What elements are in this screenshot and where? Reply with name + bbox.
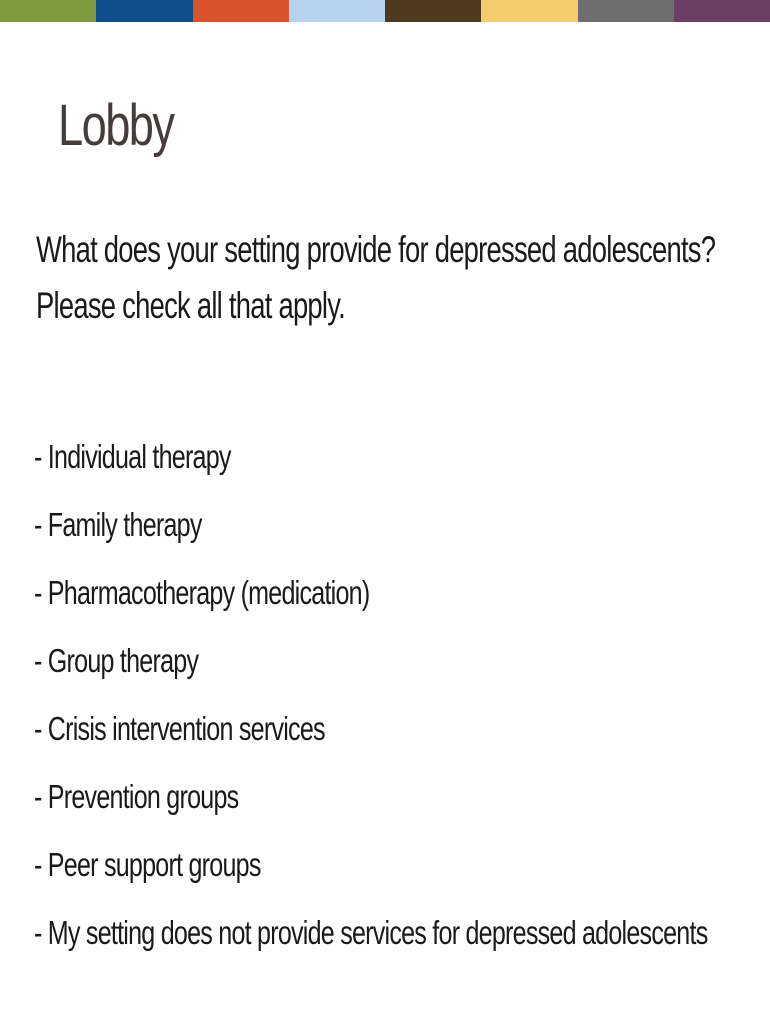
question-line: What does your setting provide for depressed adolescents?: [36, 229, 716, 270]
color-bar-segment: [289, 0, 385, 22]
option-prevention-groups[interactable]: - Prevention groups: [34, 778, 239, 815]
color-bar-segment: [385, 0, 481, 22]
color-bar-segment: [674, 0, 770, 22]
option-peer-support-groups[interactable]: - Peer support groups: [34, 846, 261, 883]
option-group-therapy[interactable]: - Group therapy: [34, 642, 199, 679]
option-crisis-intervention[interactable]: - Crisis intervention services: [34, 710, 325, 747]
survey-question: [36, 222, 715, 334]
answer-options-list: [34, 432, 770, 976]
option-individual-therapy[interactable]: - Individual therapy: [34, 438, 231, 475]
option-no-services[interactable]: - My setting does not provide services for depressed adolescents: [34, 914, 708, 951]
header-color-bar: [0, 0, 770, 22]
color-bar-segment: [481, 0, 577, 22]
color-bar-segment: [96, 0, 192, 22]
option-family-therapy[interactable]: - Family therapy: [34, 506, 202, 543]
color-bar-segment: [0, 0, 96, 22]
question-instruction: Please check all that apply.: [36, 285, 346, 326]
slide-title: Lobby: [58, 93, 174, 158]
color-bar-segment: [578, 0, 674, 22]
color-bar-segment: [193, 0, 289, 22]
option-pharmacotherapy[interactable]: - Pharmacotherapy (medication): [34, 574, 370, 611]
